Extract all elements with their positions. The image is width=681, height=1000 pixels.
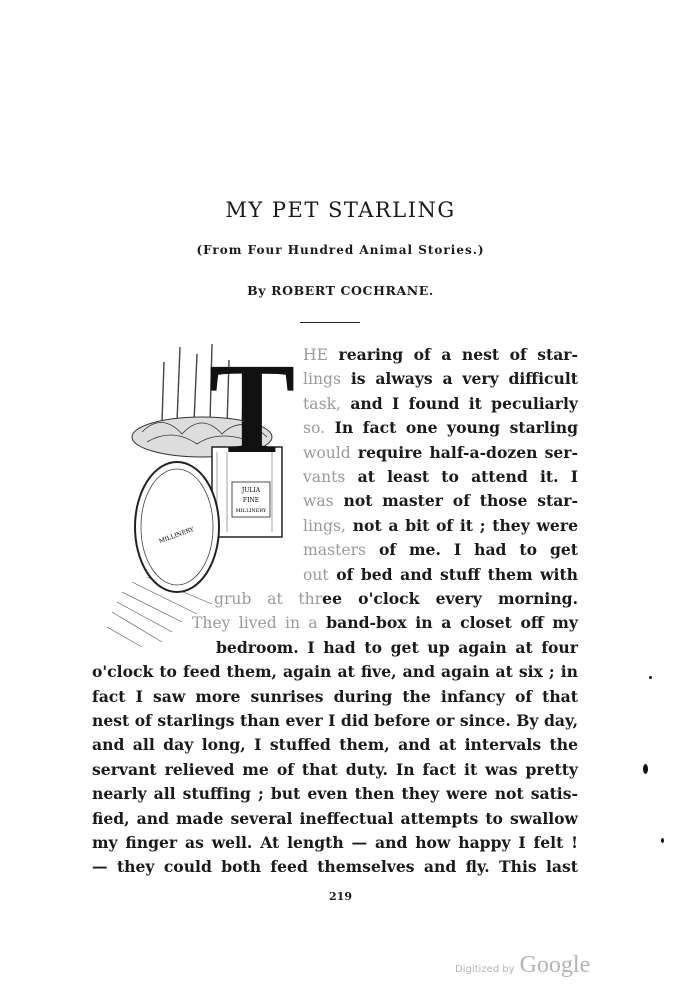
box-label-line3: MILLINERY	[235, 508, 267, 514]
faded-text: masters	[303, 541, 367, 560]
subtitle-text: (From Four Hundred Animal Stories.)	[196, 243, 485, 257]
line-text: bedroom. I had to get up again at four	[216, 637, 578, 657]
speck	[661, 838, 664, 843]
faded-text: was	[303, 492, 334, 511]
faded-text: out	[303, 565, 329, 584]
text-line	[303, 418, 578, 438]
text-line	[92, 662, 578, 682]
text-line	[92, 760, 578, 780]
text-line	[92, 833, 578, 853]
line-text: of bed and stuff them with	[328, 564, 578, 584]
text-line	[92, 735, 578, 755]
text-line	[303, 394, 578, 414]
speck	[643, 764, 648, 774]
watermark-prefix: Digitized by	[455, 964, 515, 975]
text-line	[303, 540, 578, 560]
text-line	[303, 565, 578, 585]
line-text: nearly all stuffing ; but even then they were not satis-	[92, 784, 578, 804]
line-text: of me. I had to get	[366, 540, 578, 560]
line-text: is always a very difficult	[341, 369, 578, 389]
text-line	[92, 687, 578, 707]
line-text: not a bit of it ; they were	[345, 515, 578, 535]
text-line	[303, 443, 578, 463]
text-line	[214, 589, 578, 609]
line-text: band-box in a closet off my	[317, 613, 578, 633]
box-label-line2: FINE	[242, 497, 260, 504]
line-text: — they could both feed themselves and fly. This last	[92, 857, 578, 877]
line-text: at least to attend it. I	[345, 467, 578, 486]
line-text: fied, and made several ineffectual attempts to swallow	[92, 808, 578, 828]
text-line	[92, 711, 578, 731]
faded-text: They lived in a	[192, 614, 318, 633]
text-line	[192, 613, 578, 633]
starling-nest-bandbox-illustration	[102, 342, 302, 657]
text-line	[303, 467, 578, 487]
byline: By ROBERT COCHRANE.	[247, 283, 434, 298]
faded-text: lings,	[303, 516, 346, 535]
text-line	[303, 345, 578, 365]
text-line	[92, 809, 578, 829]
line-text: not master of those star-	[333, 491, 578, 511]
line-text: and all day long, I stuffed them, and at intervals the	[92, 735, 578, 755]
text-line	[303, 516, 578, 536]
line-text: require half-a-dozen ser-	[350, 442, 578, 462]
line-text: ee o'clock every morning.	[322, 589, 579, 608]
line-text: servant relieved me of that duty. In fact it was pretty	[92, 759, 578, 779]
faded-text: HE	[303, 346, 328, 364]
text-line	[303, 369, 578, 389]
subtitle	[0, 243, 681, 257]
faded-text: so.	[303, 419, 326, 438]
line-text: my finger as well. At length — and how happy I felt !	[92, 833, 578, 852]
lid-label: MILLINERY	[158, 526, 195, 546]
faded-text: lings	[303, 370, 342, 389]
faded-text: vants	[303, 468, 346, 486]
text-line	[92, 857, 578, 877]
dropcap-letter: T	[208, 342, 296, 481]
page-title: MY PET STARLING	[225, 198, 456, 222]
line-text: In fact one young starling	[325, 418, 578, 438]
faded-text: would	[303, 443, 351, 462]
line-text: rearing of a nest of star-	[327, 345, 578, 364]
line-text: nest of starlings than ever I did before or since. By day,	[92, 711, 578, 730]
box-label-line1: JULIA	[241, 487, 261, 494]
line-text: and I found it peculiarly	[340, 393, 578, 413]
line-text: fact I saw more sunrises during the infancy of that	[92, 686, 578, 706]
title-rule	[300, 322, 360, 323]
speck	[649, 676, 652, 679]
line-text: o'clock to feed them, again at five, and again at six ; in	[92, 662, 578, 682]
text-line	[92, 784, 578, 804]
page-number: 219	[329, 890, 352, 903]
text-line	[216, 638, 578, 658]
watermark-brand: Google	[519, 952, 591, 978]
faded-text: task,	[303, 394, 341, 413]
digitized-watermark	[455, 952, 590, 979]
text-line	[303, 491, 578, 511]
faded-text: grub at thr	[214, 590, 323, 608]
